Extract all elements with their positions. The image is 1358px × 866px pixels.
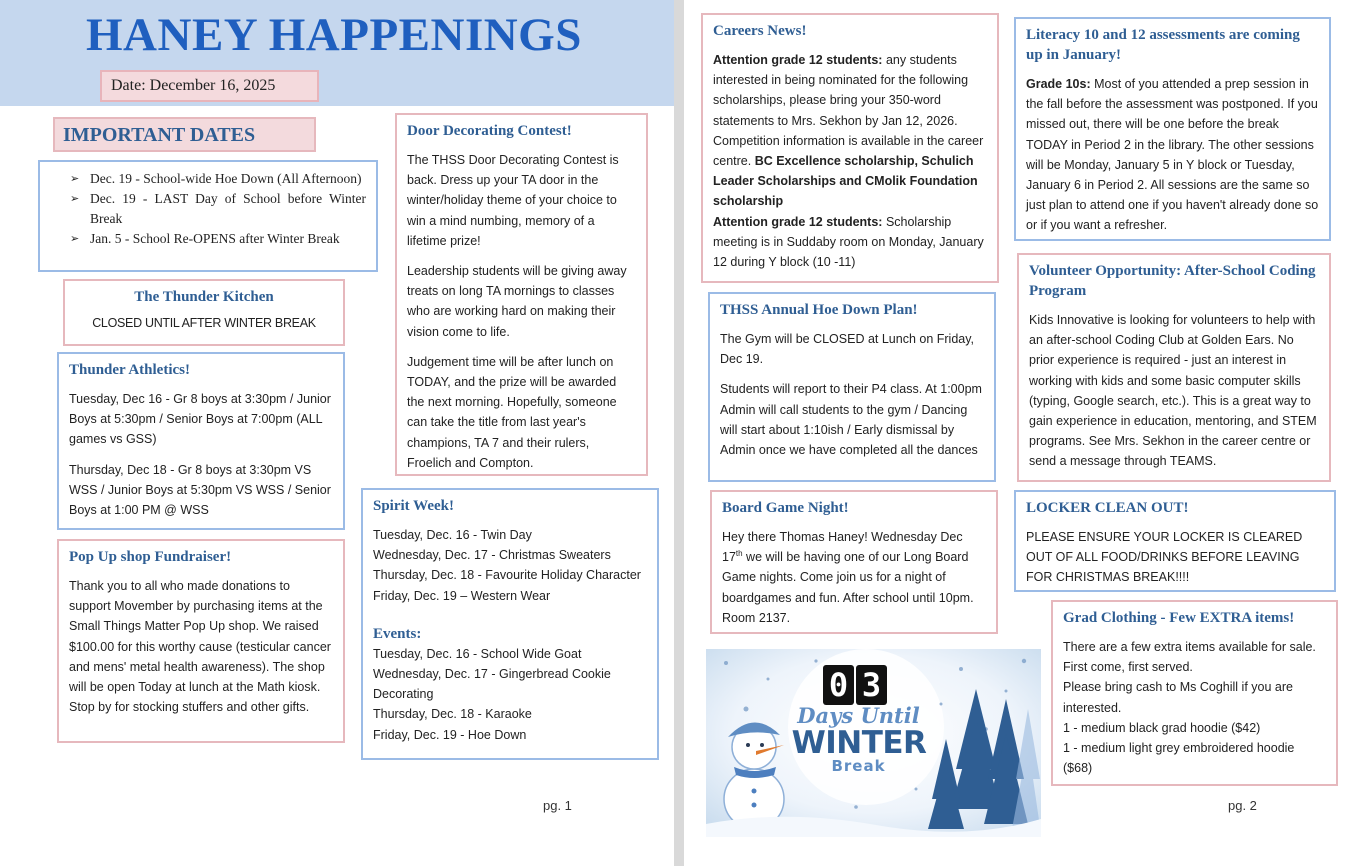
- volunteer-text: Kids Innovative is looking for volunteers to help with an after-school Coding Club at Golden Ears. No prior experience is required - just an interest in working with kids and some basic computer skills (typing, Google search, etc.). This is a great way to gain experience in education, mentoring, and STEM programs. See Mrs. Sekhon in the career centre or send a message through TEAMS.: [1029, 313, 1317, 469]
- hoe-down-p2: Students will report to their P4 class. At 1:00pm Admin will call students to the gym / Dancing will start about 1:10ish / Early dismissal by Admin once we have completed all the dances: [720, 382, 982, 458]
- thunder-athletics-heading: Thunder Athletics!: [69, 362, 190, 378]
- event-day: Tuesday, Dec. 16 - School Wide Goat: [373, 646, 582, 661]
- countdown-digit: 0: [823, 665, 854, 705]
- hoe-down-plan-box: [708, 292, 996, 482]
- grad-clothing-heading: Grad Clothing - Few EXTRA items!: [1063, 610, 1295, 626]
- locker-heading: LOCKER CLEAN OUT!: [1026, 500, 1189, 516]
- spirit-week-box: [361, 488, 659, 760]
- careers-news-text: Attention grade 12 students: any students interested in being nominated for the following scholarships, please bring your 350-word statements to Mrs. Sekhon by Jan 12, 2026. Competition information is available in the career centre. BC Excellence scholarship, Schulich Leader Scholarships and CMolik Foundation scholarship Attention grade 12 students: Scholarship meeting is in Suddaby room on Monday, January 12 during Y block (10 -11): [713, 53, 984, 270]
- careers-news-box: [701, 13, 999, 283]
- spirit-day: Tuesday, Dec. 16 - Twin Day: [373, 528, 532, 542]
- door-contest-heading: Door Decorating Contest!: [407, 123, 572, 139]
- board-game-text: Hey there Thomas Haney! Wednesday Dec 17th we will be having one of our Long Board Game nights. Come join us for a night of boardgames and fun. After school until 10pm. Room 2137.: [722, 530, 974, 625]
- events-heading: Events:: [373, 625, 422, 642]
- event-day: Thursday, Dec. 18 - Karaoke: [373, 707, 532, 722]
- door-contest-p3: Judgement time will be after lunch on TODAY, and the prize will be awarded the next morning. Hopefully, someone can take the title from last year's champions, TA 7 and their rulers, Froelich and Compton.: [407, 354, 617, 470]
- countdown-winter: WINTER: [791, 725, 927, 761]
- popup-shop-box: [57, 539, 345, 743]
- arrow-bullet-icon: ➢: [70, 173, 80, 185]
- volunteer-box: [1017, 253, 1331, 482]
- thunder-athletics-box: [57, 352, 345, 530]
- hoe-down-p1: The Gym will be CLOSED at Lunch on Friday, Dec 19.: [720, 332, 975, 367]
- list-item: ➢ Jan. 5 - School Re-OPENS after Winter Break: [70, 229, 366, 249]
- arrow-bullet-icon: ➢: [70, 233, 80, 245]
- spirit-day: Wednesday, Dec. 17 - Christmas Sweaters: [373, 548, 611, 563]
- board-game-box: [710, 490, 998, 634]
- grad-clothing-line: There are a few extra items available for sale. First come, first served.: [1063, 640, 1316, 675]
- important-dates-heading: IMPORTANT DATES: [53, 117, 316, 152]
- page-number: pg. 2: [1228, 798, 1257, 813]
- event-day: Wednesday, Dec. 17 - Gingerbread Cookie Decorating: [373, 667, 611, 702]
- important-dates-box: [38, 160, 378, 272]
- door-contest-p1: The THSS Door Decorating Contest is back. Dress up your TA door in the winter/holiday theme of your choice to win a mind numbing, memory of a lifetime prize!: [407, 153, 619, 248]
- page-1: [0, 0, 674, 866]
- list-item: ➢ Dec. 19 - School-wide Hoe Down (All Afternoon): [70, 169, 366, 189]
- issue-date: Date: December 16, 2025: [100, 70, 319, 102]
- grad-clothing-line: 1 - medium black grad hoodie ($42): [1063, 720, 1261, 735]
- page-gutter: [674, 0, 684, 866]
- board-game-heading: Board Game Night!: [722, 500, 849, 516]
- newsletter-title: HANEY HAPPENINGS: [86, 9, 582, 61]
- spirit-day: Thursday, Dec. 18 - Favourite Holiday Character: [373, 568, 641, 583]
- countdown-break: Break: [831, 757, 886, 775]
- page-number: pg. 1: [543, 798, 572, 813]
- countdown-digit: 3: [856, 665, 887, 705]
- popup-shop-heading: Pop Up shop Fundraiser!: [69, 549, 232, 565]
- hoe-down-plan-heading: THSS Annual Hoe Down Plan!: [720, 302, 918, 318]
- literacy-heading: Literacy 10 and 12 assessments are coming up in January!: [1026, 27, 1300, 63]
- locker-text: PLEASE ENSURE YOUR LOCKER IS CLEARED OUT OF ALL FOOD/DRINKS BEFORE LEAVING FOR CHRISTMAS BREAK!!!!: [1026, 530, 1303, 585]
- spirit-week-heading: Spirit Week!: [373, 498, 454, 514]
- popup-shop-text: Thank you to all who made donations to support Movember by purchasing items at the Small Things Matter Pop Up shop. We raised $100.00 for this worthy cause (testicular cancer and mens' metal health awareness). The shop will be open Today at lunch at the Math kiosk. Stop by for stocking stuffers and other gifts.: [69, 579, 331, 715]
- grad-clothing-line: 1 - medium light grey embroidered hoodie ($68): [1063, 741, 1295, 776]
- grad-clothing-line: Please bring cash to Ms Coghill if you are interested.: [1063, 680, 1293, 715]
- spirit-day: Friday, Dec. 19 – Western Wear: [373, 588, 551, 603]
- event-day: Friday, Dec. 19 - Hoe Down: [373, 727, 527, 742]
- arrow-bullet-icon: ➢: [70, 193, 80, 205]
- volunteer-heading: Volunteer Opportunity: After-School Coding Program: [1029, 263, 1316, 299]
- literacy-box: [1014, 17, 1331, 241]
- athletics-thursday: Thursday, Dec 18 - Gr 8 boys at 3:30pm VS WSS / Junior Boys at 5:30pm VS WSS / Senior Boys at 1:00 PM @ WSS: [69, 462, 331, 518]
- countdown-days-until: Days Until: [797, 703, 920, 728]
- thunder-kitchen-status: CLOSED UNTIL AFTER WINTER BREAK: [92, 316, 316, 330]
- thunder-kitchen-heading: The Thunder Kitchen: [134, 289, 274, 305]
- careers-news-heading: Careers News!: [713, 23, 807, 39]
- winter-break-countdown-poster: [706, 649, 1041, 837]
- list-item: ➢ Dec. 19 - LAST Day of School before Winter Break: [70, 191, 366, 226]
- door-contest-box: [395, 113, 648, 476]
- important-dates-list: [70, 169, 366, 249]
- athletics-tuesday: Tuesday, Dec 16 - Gr 8 boys at 3:30pm / Junior Boys at 5:30pm / Senior Boys at 7:00pm (ALL games vs GSS): [69, 392, 331, 447]
- door-contest-p2: Leadership students will be giving away treats on long TA mornings to classes who are working hard on making their vision come to life.: [407, 264, 627, 339]
- literacy-text: Grade 10s: Most of you attended a prep session in the fall before the assessment was postponed. If you missed out, there will be one before the break TODAY in Period 2 in the library. The other sessions will be Monday, January 5 in Y block or Tuesday, January 6 in Period 2. All sessions are the same so just plan to attend one if you haven't already done so or if you want a refresher.: [1026, 77, 1319, 233]
- thunder-kitchen-box: [63, 279, 345, 346]
- grad-clothing-box: [1051, 600, 1338, 786]
- locker-box: [1014, 490, 1336, 592]
